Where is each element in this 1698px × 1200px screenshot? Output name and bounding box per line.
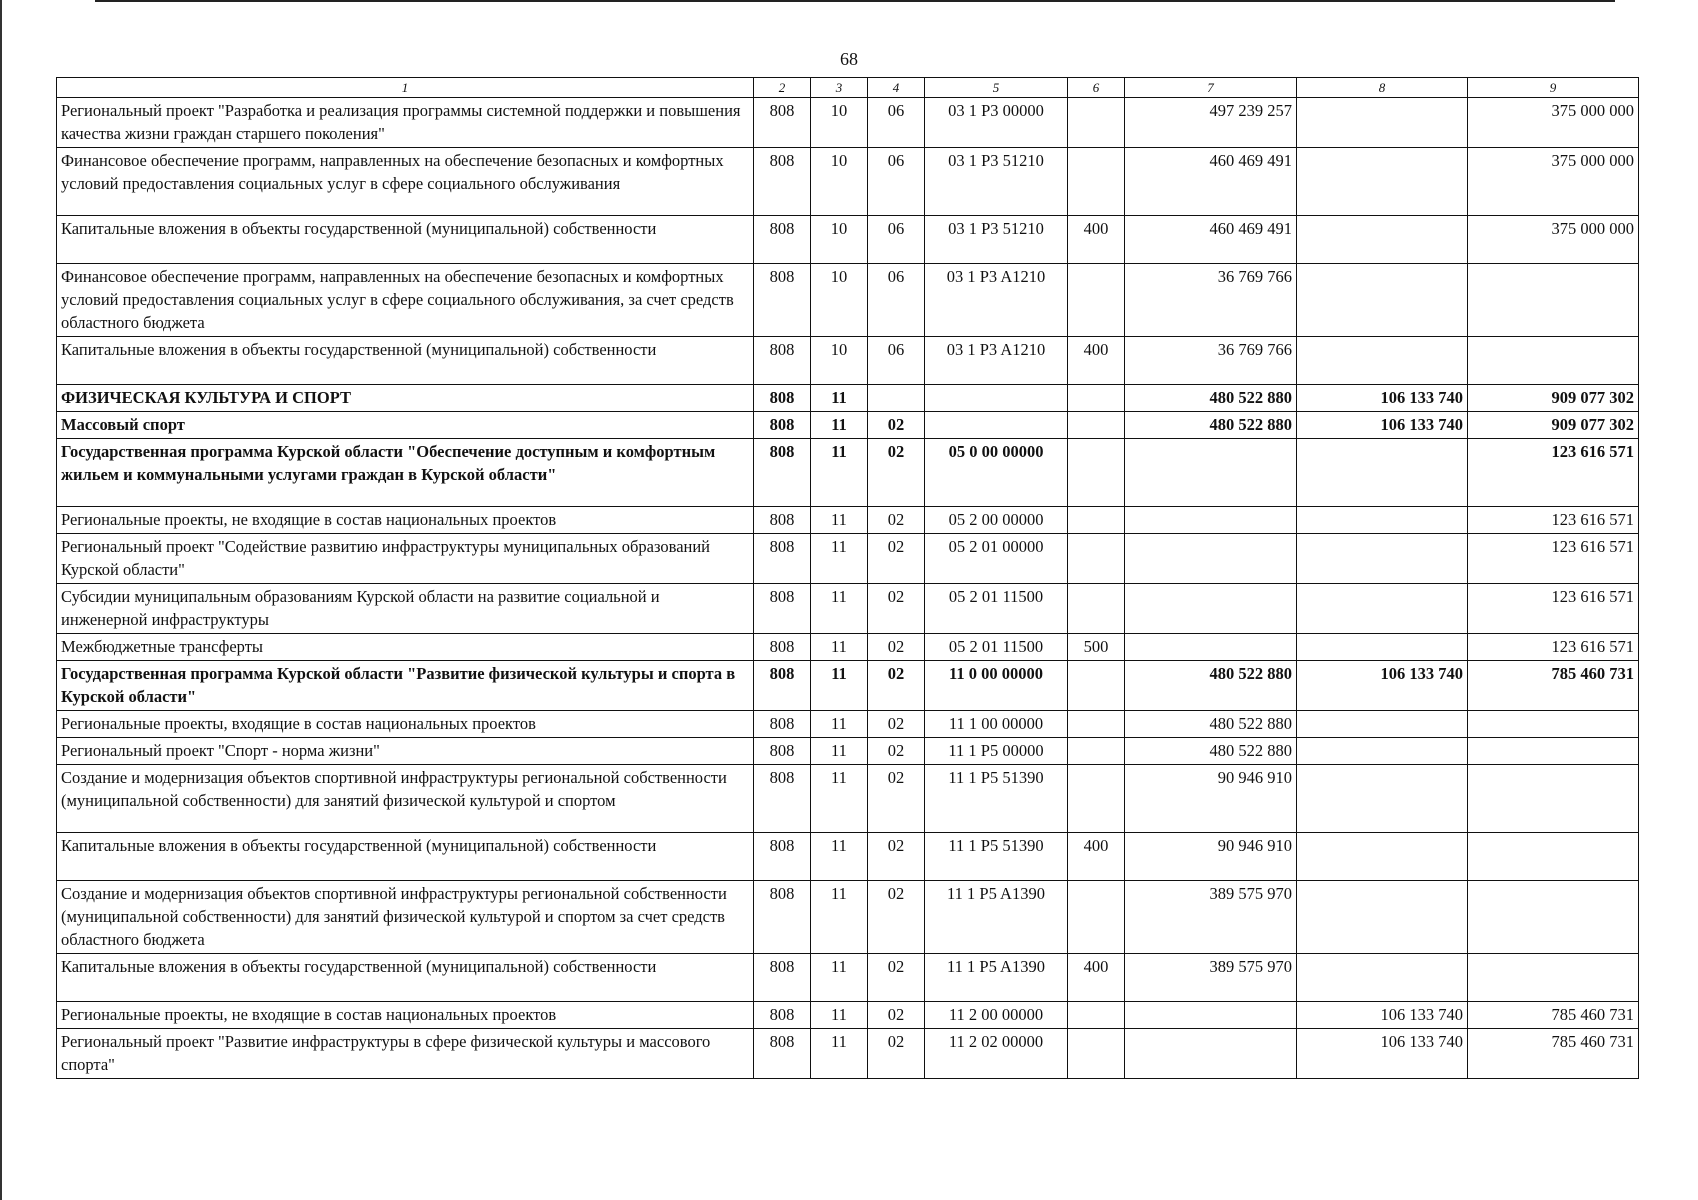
row-amount-col7-cell: 36 769 766: [1125, 264, 1297, 337]
row-amount-col8-cell: [1297, 738, 1468, 765]
row-amount-col9-cell: 785 460 731: [1468, 1029, 1639, 1079]
row-amount-col8-cell: [1297, 833, 1468, 881]
row-amount-col8-cell: 106 133 740: [1297, 1029, 1468, 1079]
budget-table: [56, 77, 1639, 1079]
row-target-item-cell: 11 1 P5 51390: [925, 765, 1068, 833]
row-amount-col9-cell: 375 000 000: [1468, 148, 1639, 216]
table-row: [57, 439, 1639, 507]
row-amount-col8-cell: [1297, 216, 1468, 264]
row-target-item-cell: 05 2 01 11500: [925, 584, 1068, 634]
header-cell-7: 7: [1125, 78, 1297, 98]
row-amount-col7-cell: 36 769 766: [1125, 337, 1297, 385]
row-subsection-cell: 02: [868, 661, 925, 711]
row-section-cell: 11: [811, 833, 868, 881]
row-name-cell: Создание и модернизация объектов спортивной инфраструктуры региональной собственности (муниципальной собственности) для занятий физической культурой и спортом за счет средств областного бюджета: [57, 881, 754, 954]
row-expense-type-cell: [1068, 385, 1125, 412]
row-amount-col8-cell: [1297, 534, 1468, 584]
row-name-cell: Финансовое обеспечение программ, направленных на обеспечение безопасных и комфортных условий предоставления социальных услуг в сфере социального обслуживания: [57, 148, 754, 216]
table-row: [57, 412, 1639, 439]
table-row: [57, 534, 1639, 584]
row-section-cell: 10: [811, 148, 868, 216]
row-amount-col7-cell: [1125, 634, 1297, 661]
row-amount-col9-cell: 123 616 571: [1468, 507, 1639, 534]
row-amount-col8-cell: 106 133 740: [1297, 661, 1468, 711]
row-expense-type-cell: 500: [1068, 634, 1125, 661]
row-subsection-cell: [868, 385, 925, 412]
table-row: [57, 661, 1639, 711]
row-target-item-cell: 11 2 02 00000: [925, 1029, 1068, 1079]
table-body: [57, 78, 1639, 1079]
row-section-cell: 11: [811, 634, 868, 661]
row-name-cell: Капитальные вложения в объекты государственной (муниципальной) собственности: [57, 216, 754, 264]
row-amount-col7-cell: [1125, 534, 1297, 584]
row-target-item-cell: 03 1 P3 A1210: [925, 337, 1068, 385]
row-name-cell: Капитальные вложения в объекты государственной (муниципальной) собственности: [57, 954, 754, 1002]
row-ministry-code-cell: 808: [754, 881, 811, 954]
row-ministry-code-cell: 808: [754, 337, 811, 385]
header-row: [57, 78, 1639, 98]
table-row: [57, 385, 1639, 412]
row-expense-type-cell: [1068, 439, 1125, 507]
row-ministry-code-cell: 808: [754, 412, 811, 439]
row-section-cell: 11: [811, 385, 868, 412]
row-amount-col8-cell: [1297, 584, 1468, 634]
row-name-cell: Государственная программа Курской области "Обеспечение доступным и комфортным жильем и коммунальными услугами граждан в Курской области": [57, 439, 754, 507]
row-amount-col9-cell: 375 000 000: [1468, 98, 1639, 148]
row-subsection-cell: 02: [868, 954, 925, 1002]
row-subsection-cell: 02: [868, 634, 925, 661]
row-expense-type-cell: [1068, 148, 1125, 216]
row-amount-col9-cell: [1468, 337, 1639, 385]
row-target-item-cell: 11 1 P5 A1390: [925, 881, 1068, 954]
row-section-cell: 11: [811, 439, 868, 507]
row-amount-col7-cell: 480 522 880: [1125, 412, 1297, 439]
scan-left-edge: [0, 0, 2, 1200]
row-name-cell: Государственная программа Курской области "Развитие физической культуры и спорта в Курской области": [57, 661, 754, 711]
row-target-item-cell: 11 0 00 00000: [925, 661, 1068, 711]
row-target-item-cell: 05 2 01 11500: [925, 634, 1068, 661]
table-row: [57, 738, 1639, 765]
row-amount-col9-cell: [1468, 264, 1639, 337]
row-amount-col7-cell: 389 575 970: [1125, 881, 1297, 954]
row-ministry-code-cell: 808: [754, 507, 811, 534]
row-amount-col9-cell: 123 616 571: [1468, 634, 1639, 661]
row-name-cell: Региональный проект "Разработка и реализация программы системной поддержки и повышения качества жизни граждан старшего поколения": [57, 98, 754, 148]
row-amount-col9-cell: [1468, 833, 1639, 881]
row-target-item-cell: 11 1 P5 51390: [925, 833, 1068, 881]
row-amount-col7-cell: [1125, 439, 1297, 507]
row-ministry-code-cell: 808: [754, 439, 811, 507]
row-name-cell: Региональный проект "Спорт - норма жизни": [57, 738, 754, 765]
header-cell-5: 5: [925, 78, 1068, 98]
row-amount-col9-cell: 123 616 571: [1468, 584, 1639, 634]
row-amount-col9-cell: 785 460 731: [1468, 661, 1639, 711]
row-subsection-cell: 02: [868, 1029, 925, 1079]
header-cell-8: 8: [1297, 78, 1468, 98]
row-amount-col9-cell: 123 616 571: [1468, 534, 1639, 584]
header-cell-1: 1: [57, 78, 754, 98]
row-amount-col8-cell: [1297, 439, 1468, 507]
row-name-cell: Региональные проекты, не входящие в состав национальных проектов: [57, 1002, 754, 1029]
row-section-cell: 11: [811, 507, 868, 534]
row-target-item-cell: 11 2 00 00000: [925, 1002, 1068, 1029]
header-cell-2: 2: [754, 78, 811, 98]
row-target-item-cell: 11 1 P5 00000: [925, 738, 1068, 765]
row-expense-type-cell: [1068, 412, 1125, 439]
row-target-item-cell: 11 1 00 00000: [925, 711, 1068, 738]
row-amount-col8-cell: [1297, 337, 1468, 385]
row-expense-type-cell: 400: [1068, 337, 1125, 385]
row-amount-col9-cell: 785 460 731: [1468, 1002, 1639, 1029]
table-row: [57, 711, 1639, 738]
row-name-cell: Региональный проект "Развитие инфраструктуры в сфере физической культуры и массового спорта": [57, 1029, 754, 1079]
row-section-cell: 11: [811, 954, 868, 1002]
row-section-cell: 11: [811, 534, 868, 584]
row-section-cell: 11: [811, 661, 868, 711]
row-name-cell: ФИЗИЧЕСКАЯ КУЛЬТУРА И СПОРТ: [57, 385, 754, 412]
row-ministry-code-cell: 808: [754, 264, 811, 337]
row-subsection-cell: 02: [868, 833, 925, 881]
row-amount-col7-cell: [1125, 1029, 1297, 1079]
row-amount-col9-cell: 123 616 571: [1468, 439, 1639, 507]
row-ministry-code-cell: 808: [754, 954, 811, 1002]
row-ministry-code-cell: 808: [754, 711, 811, 738]
table-row: [57, 881, 1639, 954]
header-cell-6: 6: [1068, 78, 1125, 98]
row-amount-col7-cell: [1125, 1002, 1297, 1029]
row-subsection-cell: 06: [868, 216, 925, 264]
row-ministry-code-cell: 808: [754, 98, 811, 148]
row-ministry-code-cell: 808: [754, 765, 811, 833]
row-expense-type-cell: [1068, 661, 1125, 711]
row-amount-col8-cell: [1297, 634, 1468, 661]
row-section-cell: 11: [811, 738, 868, 765]
table-row: [57, 264, 1639, 337]
row-subsection-cell: 02: [868, 412, 925, 439]
row-ministry-code-cell: 808: [754, 738, 811, 765]
row-target-item-cell: 05 0 00 00000: [925, 439, 1068, 507]
row-expense-type-cell: [1068, 881, 1125, 954]
table-row: [57, 833, 1639, 881]
row-subsection-cell: 02: [868, 439, 925, 507]
row-amount-col8-cell: [1297, 264, 1468, 337]
row-amount-col7-cell: 90 946 910: [1125, 833, 1297, 881]
row-amount-col7-cell: 460 469 491: [1125, 148, 1297, 216]
row-subsection-cell: 02: [868, 584, 925, 634]
row-ministry-code-cell: 808: [754, 634, 811, 661]
row-target-item-cell: 11 1 P5 A1390: [925, 954, 1068, 1002]
row-amount-col8-cell: [1297, 148, 1468, 216]
row-amount-col8-cell: [1297, 881, 1468, 954]
row-expense-type-cell: [1068, 1029, 1125, 1079]
table-row: [57, 216, 1639, 264]
row-subsection-cell: 02: [868, 1002, 925, 1029]
row-expense-type-cell: [1068, 711, 1125, 738]
row-subsection-cell: 06: [868, 98, 925, 148]
row-amount-col7-cell: [1125, 507, 1297, 534]
row-expense-type-cell: [1068, 738, 1125, 765]
header-cell-4: 4: [868, 78, 925, 98]
row-section-cell: 10: [811, 98, 868, 148]
row-target-item-cell: 03 1 P3 51210: [925, 148, 1068, 216]
row-amount-col8-cell: [1297, 98, 1468, 148]
row-expense-type-cell: 400: [1068, 216, 1125, 264]
row-name-cell: Финансовое обеспечение программ, направленных на обеспечение безопасных и комфортных условий предоставления социальных услуг в сфере социального обслуживания, за счет средств областного бюджета: [57, 264, 754, 337]
row-expense-type-cell: 400: [1068, 833, 1125, 881]
table-row: [57, 98, 1639, 148]
row-section-cell: 11: [811, 711, 868, 738]
row-subsection-cell: 06: [868, 148, 925, 216]
row-expense-type-cell: [1068, 584, 1125, 634]
top-rule: [95, 0, 1615, 2]
row-ministry-code-cell: 808: [754, 661, 811, 711]
row-ministry-code-cell: 808: [754, 1002, 811, 1029]
row-amount-col8-cell: [1297, 507, 1468, 534]
row-expense-type-cell: [1068, 534, 1125, 584]
row-subsection-cell: 02: [868, 711, 925, 738]
table-row: [57, 1029, 1639, 1079]
row-expense-type-cell: [1068, 765, 1125, 833]
row-expense-type-cell: [1068, 507, 1125, 534]
row-expense-type-cell: [1068, 1002, 1125, 1029]
row-amount-col9-cell: 909 077 302: [1468, 385, 1639, 412]
table-row: [57, 507, 1639, 534]
row-subsection-cell: 02: [868, 765, 925, 833]
row-target-item-cell: [925, 412, 1068, 439]
row-section-cell: 11: [811, 584, 868, 634]
header-cell-3: 3: [811, 78, 868, 98]
row-amount-col9-cell: [1468, 711, 1639, 738]
row-ministry-code-cell: 808: [754, 148, 811, 216]
row-subsection-cell: 02: [868, 738, 925, 765]
row-section-cell: 10: [811, 216, 868, 264]
row-subsection-cell: 06: [868, 264, 925, 337]
row-name-cell: Региональные проекты, не входящие в состав национальных проектов: [57, 507, 754, 534]
row-section-cell: 10: [811, 264, 868, 337]
row-amount-col7-cell: 480 522 880: [1125, 738, 1297, 765]
row-ministry-code-cell: 808: [754, 584, 811, 634]
row-target-item-cell: 03 1 P3 51210: [925, 216, 1068, 264]
row-amount-col8-cell: [1297, 954, 1468, 1002]
row-name-cell: Создание и модернизация объектов спортивной инфраструктуры региональной собственности (муниципальной собственности) для занятий физической культурой и спортом: [57, 765, 754, 833]
row-amount-col7-cell: 497 239 257: [1125, 98, 1297, 148]
table-row: [57, 584, 1639, 634]
row-name-cell: Капитальные вложения в объекты государственной (муниципальной) собственности: [57, 337, 754, 385]
table-row: [57, 634, 1639, 661]
row-target-item-cell: [925, 385, 1068, 412]
row-amount-col7-cell: 480 522 880: [1125, 385, 1297, 412]
row-ministry-code-cell: 808: [754, 385, 811, 412]
row-amount-col9-cell: [1468, 881, 1639, 954]
row-ministry-code-cell: 808: [754, 216, 811, 264]
row-name-cell: Межбюджетные трансферты: [57, 634, 754, 661]
table-row: [57, 765, 1639, 833]
row-section-cell: 11: [811, 1029, 868, 1079]
row-section-cell: 11: [811, 881, 868, 954]
table-row: [57, 954, 1639, 1002]
row-subsection-cell: 06: [868, 337, 925, 385]
page-number: 68: [840, 49, 858, 69]
row-amount-col9-cell: [1468, 765, 1639, 833]
row-amount-col9-cell: 375 000 000: [1468, 216, 1639, 264]
table-row: [57, 337, 1639, 385]
row-ministry-code-cell: 808: [754, 1029, 811, 1079]
row-amount-col7-cell: 480 522 880: [1125, 711, 1297, 738]
row-name-cell: Массовый спорт: [57, 412, 754, 439]
row-subsection-cell: 02: [868, 507, 925, 534]
row-subsection-cell: 02: [868, 534, 925, 584]
row-amount-col8-cell: 106 133 740: [1297, 412, 1468, 439]
row-amount-col7-cell: 90 946 910: [1125, 765, 1297, 833]
row-target-item-cell: 03 1 P3 00000: [925, 98, 1068, 148]
row-section-cell: 11: [811, 1002, 868, 1029]
row-amount-col8-cell: 106 133 740: [1297, 1002, 1468, 1029]
row-amount-col8-cell: 106 133 740: [1297, 385, 1468, 412]
header-cell-9: 9: [1468, 78, 1639, 98]
row-expense-type-cell: [1068, 264, 1125, 337]
row-name-cell: Региональный проект "Содействие развитию инфраструктуры муниципальных образований Курской области": [57, 534, 754, 584]
row-section-cell: 11: [811, 765, 868, 833]
row-target-item-cell: 05 2 00 00000: [925, 507, 1068, 534]
row-amount-col7-cell: 480 522 880: [1125, 661, 1297, 711]
table-row: [57, 1002, 1639, 1029]
row-name-cell: Капитальные вложения в объекты государственной (муниципальной) собственности: [57, 833, 754, 881]
row-amount-col7-cell: 389 575 970: [1125, 954, 1297, 1002]
row-expense-type-cell: [1068, 98, 1125, 148]
row-target-item-cell: 03 1 P3 A1210: [925, 264, 1068, 337]
row-amount-col9-cell: [1468, 738, 1639, 765]
table-row: [57, 148, 1639, 216]
row-amount-col8-cell: [1297, 765, 1468, 833]
row-amount-col8-cell: [1297, 711, 1468, 738]
row-amount-col7-cell: [1125, 584, 1297, 634]
row-name-cell: Региональные проекты, входящие в состав национальных проектов: [57, 711, 754, 738]
row-ministry-code-cell: 808: [754, 534, 811, 584]
row-expense-type-cell: 400: [1068, 954, 1125, 1002]
row-subsection-cell: 02: [868, 881, 925, 954]
row-amount-col7-cell: 460 469 491: [1125, 216, 1297, 264]
row-target-item-cell: 05 2 01 00000: [925, 534, 1068, 584]
row-section-cell: 10: [811, 337, 868, 385]
row-name-cell: Субсидии муниципальным образованиям Курской области на развитие социальной и инженерной инфраструктуры: [57, 584, 754, 634]
row-amount-col9-cell: [1468, 954, 1639, 1002]
row-amount-col9-cell: 909 077 302: [1468, 412, 1639, 439]
row-section-cell: 11: [811, 412, 868, 439]
row-ministry-code-cell: 808: [754, 833, 811, 881]
